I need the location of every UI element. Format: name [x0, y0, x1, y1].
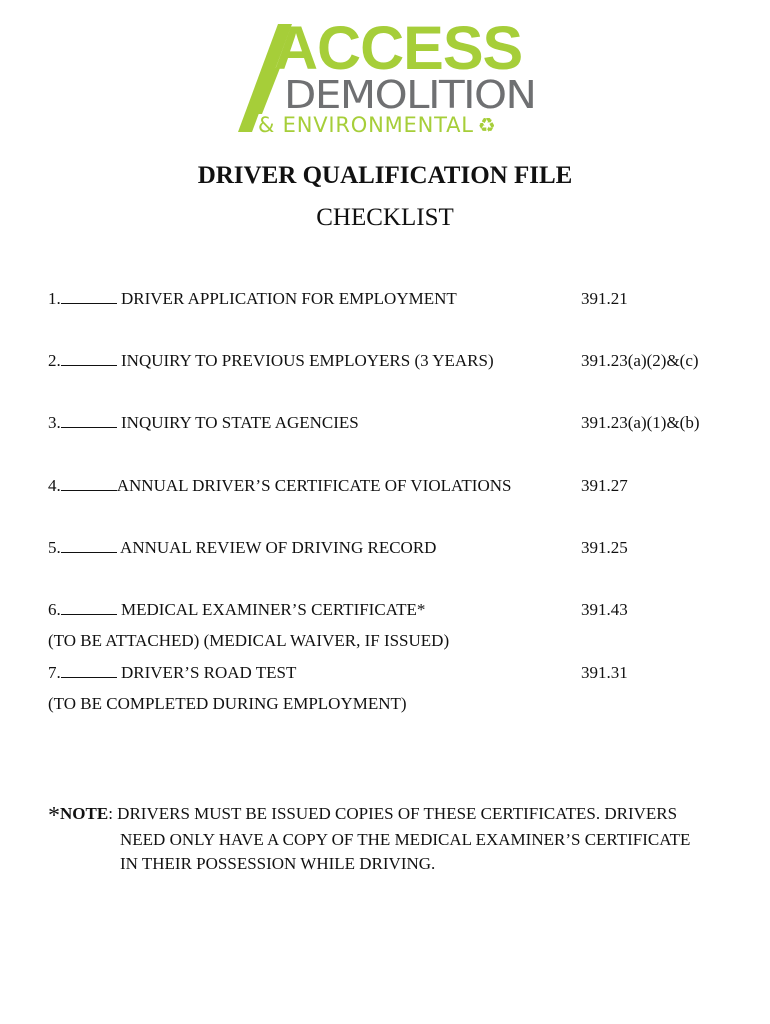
item-label: DRIVER’S ROAD TEST: [116, 663, 297, 682]
item-sub-note: (TO BE COMPLETED DURING EMPLOYMENT): [48, 694, 407, 713]
checklist-item-6: [48, 599, 425, 621]
item-number: 7.: [48, 663, 61, 682]
checkbox-blank[interactable]: [61, 538, 117, 553]
checkbox-blank[interactable]: [61, 413, 117, 428]
checklist-item-4: [48, 475, 511, 497]
note-line-2: NEED ONLY HAVE A COPY OF THE MEDICAL EXAMINER’S CERTIFICATE: [120, 830, 691, 849]
item-label: INQUIRY TO STATE AGENCIES: [116, 413, 359, 432]
item-label: ANNUAL DRIVER’S CERTIFICATE OF VIOLATIONS: [116, 476, 512, 495]
company-logo: [234, 14, 536, 138]
item-sub-note: (TO BE ATTACHED) (MEDICAL WAIVER, IF ISSUED): [48, 631, 450, 650]
checkbox-blank[interactable]: [61, 663, 117, 678]
item-number: 3.: [48, 413, 61, 432]
note-asterisk: *: [48, 803, 60, 829]
item-number: 1.: [48, 289, 61, 308]
logo-word-demolition: DEMOLITION: [284, 72, 536, 118]
checklist-item-3: [48, 412, 359, 434]
item-label: MEDICAL EXAMINER’S CERTIFICATE*: [116, 600, 426, 619]
page-subtitle: CHECKLIST: [316, 204, 454, 231]
note-label: NOTE: [60, 804, 109, 823]
regulation-code: 391.23(a)(1)&(b): [581, 413, 700, 432]
checkbox-blank[interactable]: [61, 289, 117, 304]
checkbox-blank[interactable]: [61, 351, 117, 366]
regulation-code: 391.27: [581, 476, 628, 495]
item-number: 4.: [48, 476, 61, 495]
regulation-code: 391.21: [581, 289, 628, 308]
logo-word-environmental: [258, 114, 497, 136]
checkbox-blank[interactable]: [61, 476, 117, 491]
item-label: DRIVER APPLICATION FOR EMPLOYMENT: [116, 289, 457, 308]
logo-environmental-text: & ENVIRONMENTAL: [258, 113, 474, 137]
checkbox-blank[interactable]: [61, 600, 117, 615]
note-line-1: [48, 802, 728, 828]
checklist-item-2: [48, 350, 494, 372]
regulation-code: 391.25: [581, 538, 628, 557]
item-number: 5.: [48, 538, 61, 557]
item-number: 2.: [48, 351, 61, 370]
note-line-3: IN THEIR POSSESSION WHILE DRIVING.: [120, 854, 436, 873]
regulation-code: 391.31: [581, 663, 628, 682]
checklist-item-1: [48, 288, 457, 310]
item-label: ANNUAL REVIEW OF DRIVING RECORD: [116, 538, 437, 557]
checklist-item-5: [48, 537, 436, 559]
item-number: 6.: [48, 600, 61, 619]
page-title: DRIVER QUALIFICATION FILE: [197, 162, 573, 189]
checklist-item-7: [48, 662, 296, 684]
logo-word-access: ACCESS: [274, 14, 523, 82]
footnote: [48, 802, 728, 876]
note-text-1: : DRIVERS MUST BE ISSUED COPIES OF THESE CERTIFICATES. DRIVERS: [108, 804, 678, 823]
regulation-code: 391.23(a)(2)&(c): [581, 351, 699, 370]
regulation-code: 391.43: [581, 600, 628, 619]
item-label: INQUIRY TO PREVIOUS EMPLOYERS (3 YEARS): [116, 351, 494, 370]
recycle-icon: ♻: [477, 113, 497, 137]
